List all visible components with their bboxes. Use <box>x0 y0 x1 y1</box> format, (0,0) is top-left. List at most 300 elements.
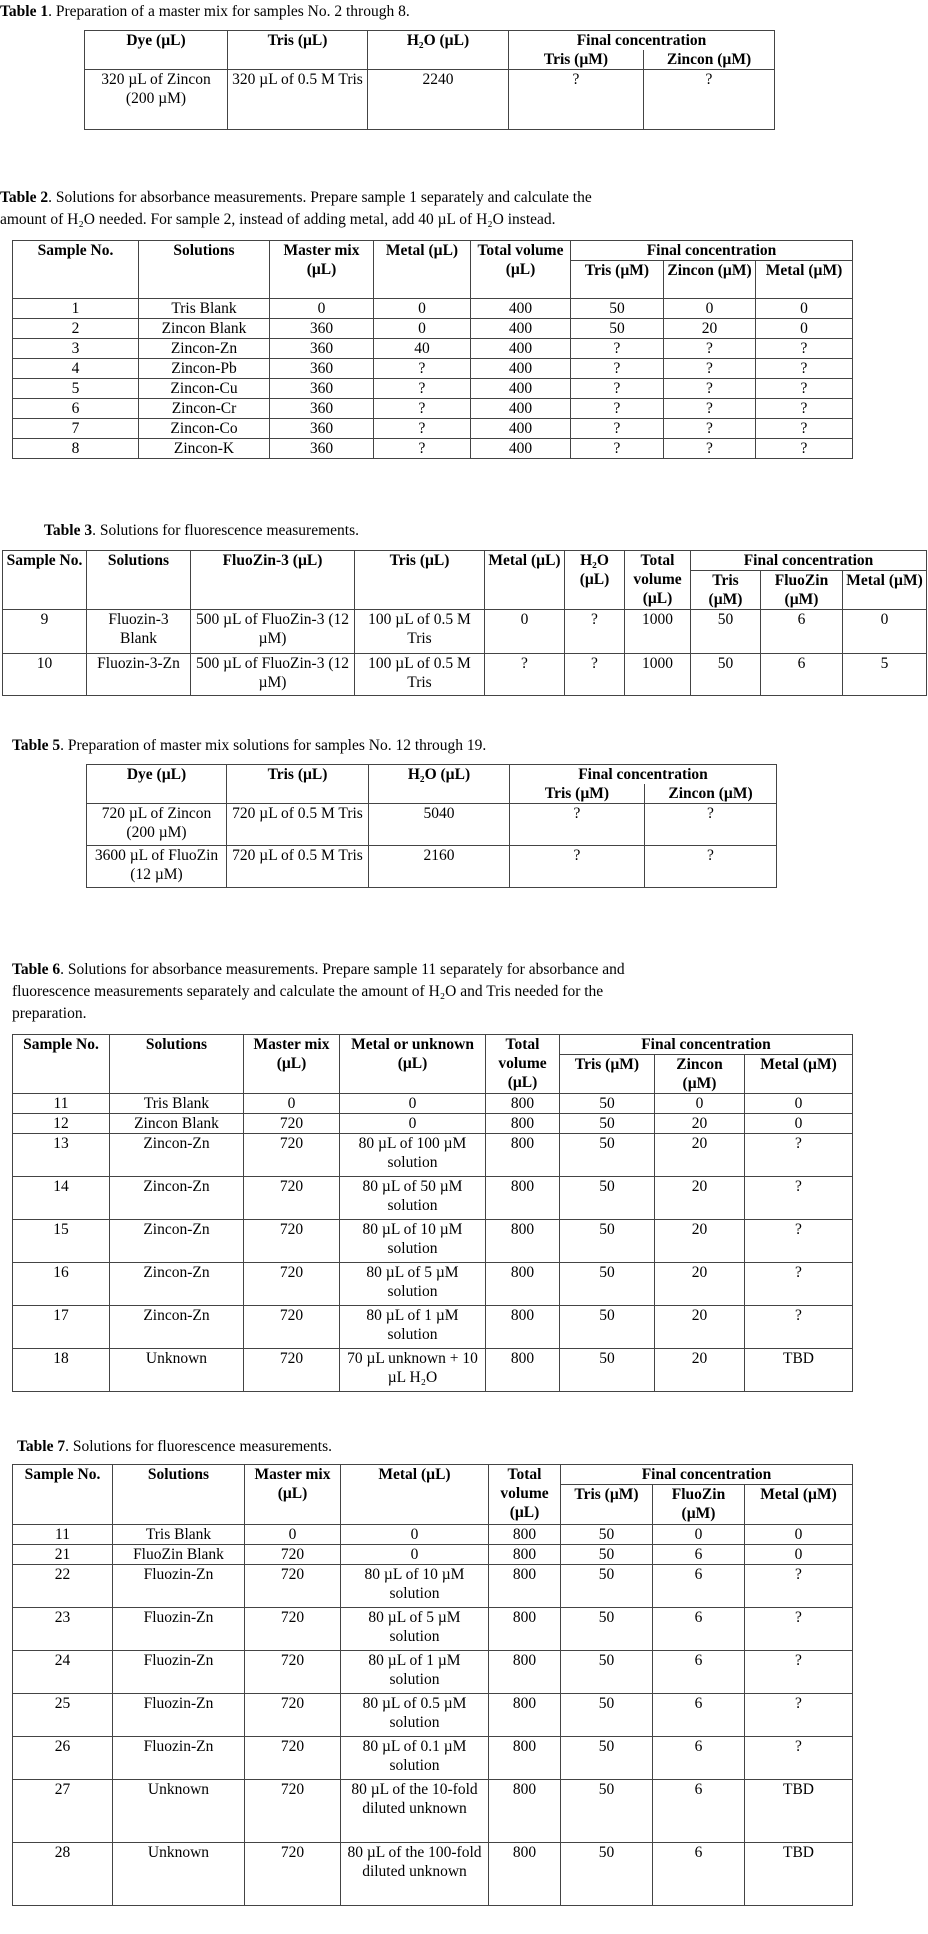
table-cell: 400 <box>471 339 571 359</box>
table7 <box>12 1464 853 1906</box>
table-cell: 5 <box>843 654 927 696</box>
table-cell: 50 <box>691 610 761 654</box>
table6-header-metal-um: Metal (µM) <box>745 1055 853 1094</box>
table-cell: 400 <box>471 359 571 379</box>
table-cell: FluoZin Blank <box>113 1545 245 1565</box>
table-cell: 27 <box>13 1780 113 1843</box>
table-cell: ? <box>745 1263 853 1306</box>
table-cell: ? <box>664 399 756 419</box>
table6-header-solutions: Solutions <box>110 1035 244 1094</box>
table-cell: ? <box>745 1220 853 1263</box>
table-cell: 50 <box>560 1134 655 1177</box>
table-cell: 80 µL of 10 µM solution <box>340 1220 486 1263</box>
table-cell: 50 <box>560 1306 655 1349</box>
table-cell: Unknown <box>113 1843 245 1906</box>
table-cell: Fluozin-Zn <box>113 1565 245 1608</box>
table-cell: 11 <box>13 1525 113 1545</box>
table6-caption-line3: preparation. <box>12 1005 87 1022</box>
table-cell: Fluozin-Zn <box>113 1651 245 1694</box>
table-row <box>13 339 853 359</box>
table-cell: 720 <box>244 1177 340 1220</box>
table2-header-zincon-um: Zincon (µM) <box>664 261 756 299</box>
table-cell: 400 <box>471 319 571 339</box>
table-cell: 20 <box>655 1220 745 1263</box>
table-cell: 0 <box>270 299 374 319</box>
table-cell: ? <box>374 399 471 419</box>
table-cell: 15 <box>13 1220 110 1263</box>
table-cell: 18 <box>13 1349 110 1392</box>
table-cell: 11 <box>13 1094 110 1114</box>
table-cell: ? <box>756 339 853 359</box>
table-cell: 0 <box>664 299 756 319</box>
table1-header-h2o: H₂O (µL) <box>368 31 509 70</box>
table-cell: 6 <box>653 1780 745 1843</box>
table3-header-tris: Tris (µL) <box>355 551 485 610</box>
table-cell: ? <box>374 359 471 379</box>
table-cell: 20 <box>655 1134 745 1177</box>
table-cell: 0 <box>653 1525 745 1545</box>
table-row <box>13 1263 853 1306</box>
table-cell: 13 <box>13 1134 110 1177</box>
table-row <box>13 1525 853 1545</box>
table-cell: 400 <box>471 399 571 419</box>
table-cell: 14 <box>13 1177 110 1220</box>
table-row <box>13 1545 853 1565</box>
table7-header-final: Final concentration <box>561 1465 853 1485</box>
table2-caption-line2: amount of H₂O needed. For sample 2, instead of adding metal, add 40 µL of H₂O instead. <box>0 211 556 228</box>
table-cell: 400 <box>471 419 571 439</box>
table-cell: 1000 <box>625 610 691 654</box>
table-cell: 360 <box>270 419 374 439</box>
table-cell: Fluozin-Zn <box>113 1737 245 1780</box>
table-row <box>13 1220 853 1263</box>
table-cell: 50 <box>560 1263 655 1306</box>
table-cell: ? <box>644 70 775 130</box>
table6-header-tris-um: Tris (µM) <box>560 1055 655 1094</box>
table-cell: ? <box>756 439 853 459</box>
table-cell: Zincon-Cr <box>139 399 270 419</box>
table-cell: ? <box>745 1565 853 1608</box>
table-cell: 20 <box>655 1263 745 1306</box>
table-cell: Zincon-Co <box>139 419 270 439</box>
table-cell: 6 <box>761 654 843 696</box>
table-cell: 500 µL of FluoZin-3 (12 µM) <box>191 610 355 654</box>
table-cell: 50 <box>561 1608 653 1651</box>
table-cell: 720 <box>245 1608 341 1651</box>
table2 <box>12 240 853 459</box>
table-cell: 50 <box>561 1694 653 1737</box>
table-cell: Zincon-Zn <box>110 1177 244 1220</box>
table-cell: 720 <box>245 1694 341 1737</box>
table-cell: 20 <box>664 319 756 339</box>
table-cell: 0 <box>756 299 853 319</box>
table-cell: 80 µL of 5 µM solution <box>340 1263 486 1306</box>
table-cell: 8 <box>13 439 139 459</box>
table-row <box>13 1349 853 1392</box>
table3-header-metal: Metal (µL) <box>485 551 565 610</box>
table-cell: Zincon-Zn <box>139 339 270 359</box>
table2-header-metal-um: Metal (µM) <box>756 261 853 299</box>
table7-caption: Table 7. Solutions for fluorescence measurements. <box>17 1438 332 1455</box>
table-row <box>13 319 853 339</box>
table1-header-dye: Dye (µL) <box>85 31 228 70</box>
table3-header-sample: Sample No. <box>3 551 87 610</box>
table-cell: 720 <box>245 1651 341 1694</box>
table-cell: ? <box>745 1134 853 1177</box>
table-cell: 80 µL of 1 µM solution <box>340 1306 486 1349</box>
table2-caption: Table 2. Solutions for absorbance measurements. Prepare sample 1 separately and calculate the <box>0 189 592 206</box>
table1-header-tris-um: Tris (µM) <box>509 50 644 70</box>
table-cell: 360 <box>270 399 374 419</box>
table-cell: ? <box>645 846 777 888</box>
table-cell: ? <box>664 379 756 399</box>
table-cell: 80 µL of 1 µM solution <box>341 1651 489 1694</box>
table-cell: 80 µL of the 100-fold diluted unknown <box>341 1843 489 1906</box>
table5-header-h2o: H₂O (µL) <box>369 765 510 804</box>
table-cell: 720 <box>245 1737 341 1780</box>
table-cell: 6 <box>653 1843 745 1906</box>
table-row <box>13 1651 853 1694</box>
table5 <box>86 764 777 888</box>
table-cell: Zincon-K <box>139 439 270 459</box>
table-cell: ? <box>374 379 471 399</box>
table5-header-dye: Dye (µL) <box>87 765 227 804</box>
table-cell: 12 <box>13 1114 110 1134</box>
table-cell: 50 <box>571 299 664 319</box>
table-row <box>13 1780 853 1843</box>
table-cell: 800 <box>486 1094 560 1114</box>
table6-header-total: Total volume (µL) <box>486 1035 560 1094</box>
table-cell: 80 µL of 100 µM solution <box>340 1134 486 1177</box>
table3-header-solutions: Solutions <box>87 551 191 610</box>
table-cell: 21 <box>13 1545 113 1565</box>
table7-header-master: Master mix (µL) <box>245 1465 341 1525</box>
table-row <box>3 654 927 696</box>
table-cell: 720 <box>245 1780 341 1843</box>
table7-header-fluozin-um: FluoZin (µM) <box>653 1485 745 1525</box>
table-cell: 320 µL of Zincon (200 µM) <box>85 70 228 130</box>
table-cell: 720 <box>244 1134 340 1177</box>
table-cell: 400 <box>471 299 571 319</box>
table-cell: Zincon-Zn <box>110 1263 244 1306</box>
table-cell: ? <box>745 1737 853 1780</box>
table-cell: Fluozin-Zn <box>113 1694 245 1737</box>
table-cell: 80 µL of 10 µM solution <box>341 1565 489 1608</box>
table2-header-total: Total volume (µL) <box>471 241 571 299</box>
table-cell: 800 <box>489 1565 561 1608</box>
table-cell: ? <box>756 419 853 439</box>
table-cell: 50 <box>561 1843 653 1906</box>
table-cell: 80 µL of 0.5 µM solution <box>341 1694 489 1737</box>
table-cell: 720 <box>244 1114 340 1134</box>
table-cell: ? <box>571 439 664 459</box>
table2-header-metal: Metal (µL) <box>374 241 471 299</box>
table-row <box>13 359 853 379</box>
table-cell: 3 <box>13 339 139 359</box>
table-cell: Zincon Blank <box>110 1114 244 1134</box>
table-row <box>13 1177 853 1220</box>
table-cell: 800 <box>486 1349 560 1392</box>
table-cell: 22 <box>13 1565 113 1608</box>
table3-header-h2o: H₂O (µL) <box>565 551 625 610</box>
table-cell: 6 <box>653 1651 745 1694</box>
table-cell: 720 <box>244 1306 340 1349</box>
table-cell: 1 <box>13 299 139 319</box>
table-cell: 0 <box>340 1114 486 1134</box>
table-row <box>13 1134 853 1177</box>
table-cell: 0 <box>843 610 927 654</box>
table-cell: 50 <box>561 1780 653 1843</box>
table-cell: 80 µL of the 10-fold diluted unknown <box>341 1780 489 1843</box>
table-cell: 1000 <box>625 654 691 696</box>
table6-header-final: Final concentration <box>560 1035 853 1055</box>
table-cell: 720 <box>244 1263 340 1306</box>
table1-header-final: Final concentration <box>509 31 775 51</box>
table6-header-sample: Sample No. <box>13 1035 110 1094</box>
table-cell: ? <box>571 359 664 379</box>
table2-header-sample: Sample No. <box>13 241 139 299</box>
table-cell: 720 <box>245 1545 341 1565</box>
table-cell: ? <box>745 1306 853 1349</box>
table3-header-total: Total volume (µL) <box>625 551 691 610</box>
table-cell: 9 <box>3 610 87 654</box>
table-cell: 0 <box>485 610 565 654</box>
table-cell: TBD <box>745 1780 853 1843</box>
table5-header-tris-um: Tris (µM) <box>510 784 645 804</box>
table-cell: 50 <box>691 654 761 696</box>
table-cell: 7 <box>13 419 139 439</box>
table-cell: 720 µL of Zincon (200 µM) <box>87 804 227 846</box>
table-cell: Fluozin-3-Zn <box>87 654 191 696</box>
table-cell: 20 <box>655 1177 745 1220</box>
table6-caption-line2: fluorescence measurements separately and calculate the amount of H₂O and Tris needed for the <box>12 983 604 1000</box>
table-cell: 70 µL unknown + 10 µL H₂O <box>340 1349 486 1392</box>
table-row <box>13 1114 853 1134</box>
table-cell: 360 <box>270 359 374 379</box>
table-cell: ? <box>664 419 756 439</box>
table-cell: 50 <box>560 1220 655 1263</box>
table-cell: 800 <box>486 1263 560 1306</box>
table-cell: ? <box>745 1651 853 1694</box>
table1 <box>84 30 775 130</box>
table-cell: 0 <box>745 1094 853 1114</box>
table-cell: 50 <box>560 1094 655 1114</box>
table-cell: 6 <box>653 1694 745 1737</box>
table-cell: ? <box>571 419 664 439</box>
table-cell: ? <box>374 419 471 439</box>
table-cell: 720 <box>245 1843 341 1906</box>
table-cell: 800 <box>486 1220 560 1263</box>
table-cell: 3600 µL of FluoZin (12 µM) <box>87 846 227 888</box>
table-cell: 80 µL of 0.1 µM solution <box>341 1737 489 1780</box>
table-cell: 6 <box>653 1545 745 1565</box>
table-row <box>13 1608 853 1651</box>
table-cell: 25 <box>13 1694 113 1737</box>
table-cell: 0 <box>374 319 471 339</box>
table-row <box>13 419 853 439</box>
table-cell: 360 <box>270 319 374 339</box>
table-row <box>13 299 853 319</box>
table-cell: 6 <box>653 1608 745 1651</box>
table-cell: 720 <box>244 1220 340 1263</box>
table6-header-metal: Metal or unknown (µL) <box>340 1035 486 1094</box>
table-cell: 800 <box>486 1177 560 1220</box>
table-cell: Tris Blank <box>110 1094 244 1114</box>
table2-header-solutions: Solutions <box>139 241 270 299</box>
table3-header-final: Final concentration <box>691 551 927 571</box>
table-cell: 50 <box>560 1114 655 1134</box>
table-cell: 800 <box>489 1651 561 1694</box>
table2-header-tris-um: Tris (µM) <box>571 261 664 299</box>
table-cell: Zincon-Zn <box>110 1134 244 1177</box>
table-cell: 360 <box>270 379 374 399</box>
table-cell: 20 <box>655 1306 745 1349</box>
table-cell: TBD <box>745 1349 853 1392</box>
table-cell: 0 <box>745 1114 853 1134</box>
table-cell: Zincon-Cu <box>139 379 270 399</box>
table-cell: ? <box>756 379 853 399</box>
table-cell: 28 <box>13 1843 113 1906</box>
table-cell: 23 <box>13 1608 113 1651</box>
table6 <box>12 1034 853 1392</box>
table-cell: 0 <box>244 1094 340 1114</box>
table-cell: ? <box>485 654 565 696</box>
table-cell: 20 <box>655 1349 745 1392</box>
table-cell: 800 <box>489 1525 561 1545</box>
table2-header-master: Master mix (µL) <box>270 241 374 299</box>
table-cell: 0 <box>245 1525 341 1545</box>
table-cell: ? <box>745 1694 853 1737</box>
table-cell: 50 <box>571 319 664 339</box>
table-cell: 800 <box>486 1134 560 1177</box>
table-cell: Zincon-Pb <box>139 359 270 379</box>
table1-caption: Table 1. Preparation of a master mix for samples No. 2 through 8. <box>0 3 410 20</box>
table6-header-master: Master mix (µL) <box>244 1035 340 1094</box>
table-cell: 720 µL of 0.5 M Tris <box>227 846 369 888</box>
table3-header-fluozin: FluoZin-3 (µL) <box>191 551 355 610</box>
table-cell: ? <box>664 439 756 459</box>
table6-header-zincon-um: Zincon (µM) <box>655 1055 745 1094</box>
table-cell: ? <box>571 399 664 419</box>
table-cell: Zincon-Zn <box>110 1306 244 1349</box>
table-row <box>13 1094 853 1114</box>
table-cell: ? <box>745 1608 853 1651</box>
table-cell: 50 <box>561 1545 653 1565</box>
table-cell: 0 <box>341 1545 489 1565</box>
table-cell: 20 <box>655 1114 745 1134</box>
table-cell: 40 <box>374 339 471 359</box>
table5-header-final: Final concentration <box>510 765 777 785</box>
table-cell: Zincon-Zn <box>110 1220 244 1263</box>
table-cell: 50 <box>560 1349 655 1392</box>
table-cell: 5040 <box>369 804 510 846</box>
table-cell: 24 <box>13 1651 113 1694</box>
table-cell: Tris Blank <box>139 299 270 319</box>
table-cell: ? <box>645 804 777 846</box>
table-cell: Zincon Blank <box>139 319 270 339</box>
table-cell: 720 <box>245 1565 341 1608</box>
table-cell: 800 <box>489 1545 561 1565</box>
table-row <box>87 846 777 888</box>
table-cell: ? <box>664 339 756 359</box>
table7-header-tris-um: Tris (µM) <box>561 1485 653 1525</box>
table-cell: 400 <box>471 379 571 399</box>
table-cell: 50 <box>560 1177 655 1220</box>
table-cell: 50 <box>561 1525 653 1545</box>
table-cell: 50 <box>561 1565 653 1608</box>
table-cell: ? <box>571 379 664 399</box>
table-row <box>13 1565 853 1608</box>
table-cell: ? <box>565 610 625 654</box>
table-cell: 800 <box>489 1737 561 1780</box>
table-cell: ? <box>509 70 644 130</box>
table7-header-total: Total volume (µL) <box>489 1465 561 1525</box>
table-cell: 2 <box>13 319 139 339</box>
table-row <box>85 70 775 130</box>
table-cell: 400 <box>471 439 571 459</box>
table-cell: ? <box>745 1177 853 1220</box>
table-cell: 0 <box>745 1525 853 1545</box>
table-cell: ? <box>756 399 853 419</box>
table-cell: 80 µL of 50 µM solution <box>340 1177 486 1220</box>
table-cell: Unknown <box>113 1780 245 1843</box>
table-cell: ? <box>664 359 756 379</box>
table-cell: 50 <box>561 1651 653 1694</box>
table-row <box>13 399 853 419</box>
table7-header-solutions: Solutions <box>113 1465 245 1525</box>
table-cell: 6 <box>653 1737 745 1780</box>
table6-caption: Table 6. Solutions for absorbance measurements. Prepare sample 11 separately for absorbance and <box>12 961 625 978</box>
table-cell: ? <box>510 804 645 846</box>
table-cell: ? <box>571 339 664 359</box>
table-cell: 2160 <box>369 846 510 888</box>
table-row <box>13 379 853 399</box>
table-row <box>3 610 927 654</box>
table-cell: TBD <box>745 1843 853 1906</box>
table-cell: 720 µL of 0.5 M Tris <box>227 804 369 846</box>
table-cell: 17 <box>13 1306 110 1349</box>
table3-caption: Table 3. Solutions for fluorescence measurements. <box>44 522 359 539</box>
table7-header-metal: Metal (µL) <box>341 1465 489 1525</box>
table5-caption: Table 5. Preparation of master mix solutions for samples No. 12 through 19. <box>12 737 487 754</box>
table-cell: Unknown <box>110 1349 244 1392</box>
table-cell: Fluozin-3 Blank <box>87 610 191 654</box>
table-cell: 10 <box>3 654 87 696</box>
table-cell: 360 <box>270 339 374 359</box>
table1-header-tris: Tris (µL) <box>228 31 368 70</box>
table-row <box>87 804 777 846</box>
table-cell: Fluozin-Zn <box>113 1608 245 1651</box>
table-cell: 500 µL of FluoZin-3 (12 µM) <box>191 654 355 696</box>
table-cell: ? <box>756 359 853 379</box>
table-row <box>13 439 853 459</box>
table-cell: 800 <box>489 1694 561 1737</box>
table-cell: ? <box>510 846 645 888</box>
table-cell: 100 µL of 0.5 M Tris <box>355 610 485 654</box>
table-cell: 0 <box>341 1525 489 1545</box>
table3-header-fluozin-um: FluoZin (µM) <box>761 571 843 610</box>
table-cell: 800 <box>489 1780 561 1843</box>
table-cell: ? <box>565 654 625 696</box>
table-cell: 100 µL of 0.5 M Tris <box>355 654 485 696</box>
table-cell: 16 <box>13 1263 110 1306</box>
table-cell: 0 <box>374 299 471 319</box>
table-cell: 320 µL of 0.5 M Tris <box>228 70 368 130</box>
table-cell: 5 <box>13 379 139 399</box>
table-cell: 6 <box>761 610 843 654</box>
table-cell: 800 <box>486 1306 560 1349</box>
table-cell: 800 <box>486 1114 560 1134</box>
